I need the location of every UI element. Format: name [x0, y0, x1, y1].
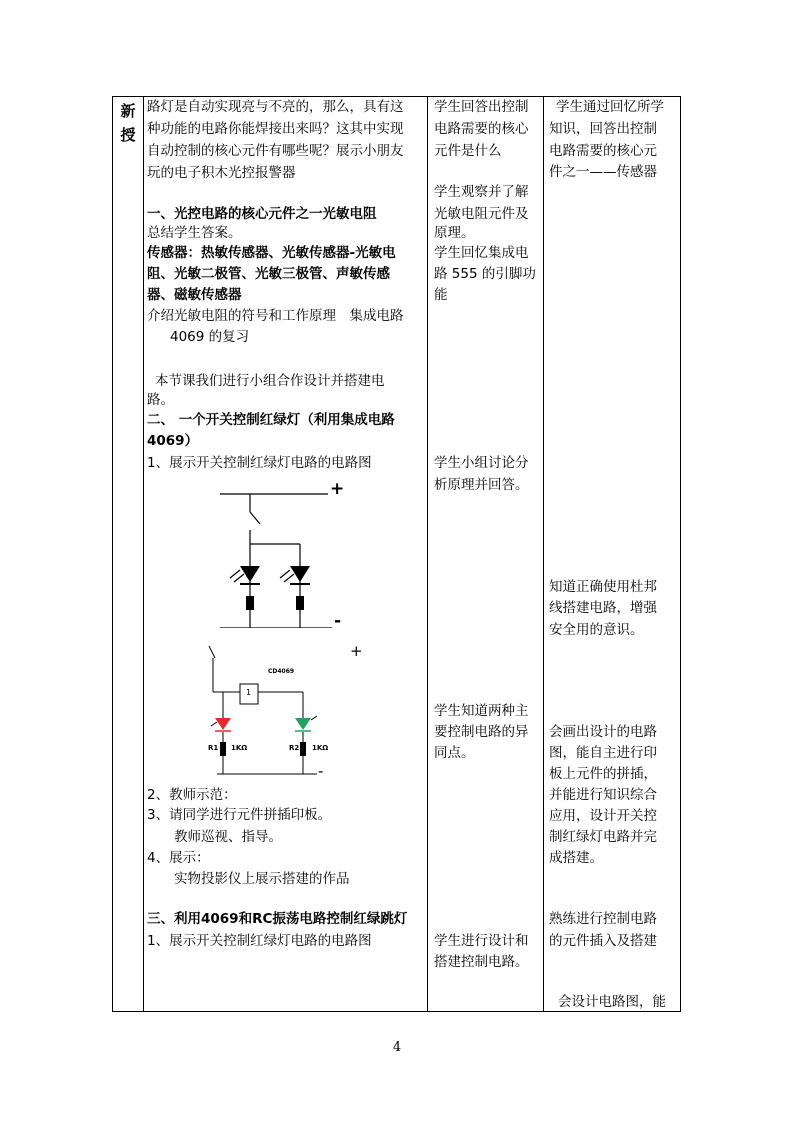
section-label-char: 新: [120, 102, 136, 120]
intent-line: 板上元件的拼插，: [549, 766, 657, 782]
student-answer-line: 学生知道两种主: [434, 703, 529, 719]
intent-line: 会画出设计的电路: [549, 724, 657, 740]
intent-line: 成搭建。: [549, 850, 603, 866]
r1-value: 1KΩ: [231, 744, 248, 752]
intent-line: 制红绿灯电路并完: [549, 829, 657, 845]
student-answer-line: 要控制电路的异: [434, 724, 529, 740]
summary-line: 总结学生答案。: [147, 225, 242, 241]
symbol-intro-line: 4069 的复习: [170, 329, 250, 345]
r2-label: R2: [289, 744, 300, 752]
heading-rc-oscillator: 三、利用4069和RC振荡电路控制红绿跳灯: [147, 911, 408, 927]
student-answer-line: 光敏电阻元件及: [434, 206, 529, 222]
student-answer-line: 学生观察并了解: [434, 184, 529, 200]
step-sub-line: 实物投影仪上展示搭建的作品: [174, 871, 350, 887]
step-line: 1、展示开关控制红绿灯电路的电路图: [147, 933, 372, 949]
intro-line: 自动控制的核心元件有哪些呢？展示小朋友: [147, 143, 404, 159]
step-line: 1、展示开关控制红绿灯电路的电路图: [147, 455, 372, 471]
sensor-line: 器、磁敏传感器: [147, 287, 242, 303]
student-answer-line: 析原理并回答。: [434, 477, 529, 493]
intro-line: 路灯是自动实现亮与不亮的，那么，具有这: [147, 99, 404, 115]
student-answer-line: 元件是什么: [434, 143, 502, 159]
plus-label: +: [330, 479, 345, 499]
r2-value: 1KΩ: [312, 744, 329, 752]
sensor-line: 阻、光敏二极管、光敏三极管、声敏传感: [147, 266, 390, 282]
circuit-diagram-photoresistor: [212, 478, 362, 628]
heading-switch-lights: 二、 一个开关控制红绿灯（利用集成电路: [147, 412, 395, 428]
student-answer-line: 搭建控制电路。: [434, 954, 529, 970]
step-sub-line: 教师巡视、指导。: [174, 829, 282, 845]
section-label: [113, 97, 143, 147]
symbol-intro-line: 介绍光敏电阻的符号和工作原理 集成电路: [147, 308, 404, 324]
heading-switch-lights: 4069）: [147, 433, 199, 449]
student-answer-line: 能: [434, 287, 448, 303]
student-answer-line: 电路需要的核心: [434, 121, 529, 137]
column-divider: [543, 97, 544, 1011]
student-answer-line: 原理。: [434, 225, 475, 241]
heading-photoresistor: 一、光控电路的核心元件之一光敏电阻: [147, 206, 377, 222]
section-label-char: 授: [120, 126, 136, 144]
student-answer-line: 路 555 的引脚功: [434, 266, 536, 282]
column-divider: [143, 97, 144, 1011]
step-line: 3、请同学进行元件拼插印板。: [147, 807, 332, 823]
intro-line: 玩的电子积木光控报警器: [147, 165, 296, 181]
student-answer-line: 学生回忆集成电: [434, 245, 529, 261]
intent-line: 件之一——传感器: [549, 164, 657, 180]
student-answer-line: 同点。: [434, 745, 475, 761]
gate-label: 1: [246, 688, 252, 697]
minus-label: -: [318, 762, 324, 780]
student-answer-line: 学生小组讨论分: [434, 455, 529, 471]
step-line: 4、展示：: [147, 850, 210, 866]
intent-line: 知道正确使用杜邦: [549, 579, 657, 595]
column-divider: [427, 97, 428, 1011]
intent-line: 线搭建电路，增强: [549, 600, 657, 616]
minus-label: -: [334, 611, 342, 631]
intro-line: 种功能的电路你能焊接出来吗？这其中实现: [147, 121, 404, 137]
intent-line: 知识，回答出控制: [549, 121, 657, 137]
lesson-plan-line: 路。: [147, 392, 174, 408]
plus-label: +: [350, 642, 363, 660]
student-answer-line: 学生回答出控制: [434, 99, 529, 115]
r1-label: R1: [208, 744, 219, 752]
sensor-line: 传感器：热敏传感器、光敏传感器-光敏电: [147, 245, 396, 261]
intent-line: 熟练进行控制电路: [549, 911, 657, 927]
intent-line: 电路需要的核心元: [549, 143, 657, 159]
circuit-diagram-cd4069: [205, 636, 355, 786]
intent-line: 学生通过回忆所学: [556, 99, 664, 115]
page-number: 4: [392, 1040, 402, 1055]
chip-label: CD4069: [268, 668, 295, 675]
intent-line: 图，能自主进行印: [549, 745, 657, 761]
student-answer-line: 学生进行设计和: [434, 933, 529, 949]
intent-line: 并能进行知识综合: [549, 787, 657, 803]
lesson-plan-line: 本节课我们进行小组合作设计并搭建电: [155, 373, 385, 389]
intent-line: 应用，设计开关控: [549, 808, 657, 824]
step-line: 2、教师示范：: [147, 787, 237, 803]
intent-line: 会设计电路图，能: [558, 994, 666, 1010]
intent-line: 安全用的意识。: [549, 622, 644, 638]
intent-line: 的元件插入及搭建: [549, 933, 657, 949]
